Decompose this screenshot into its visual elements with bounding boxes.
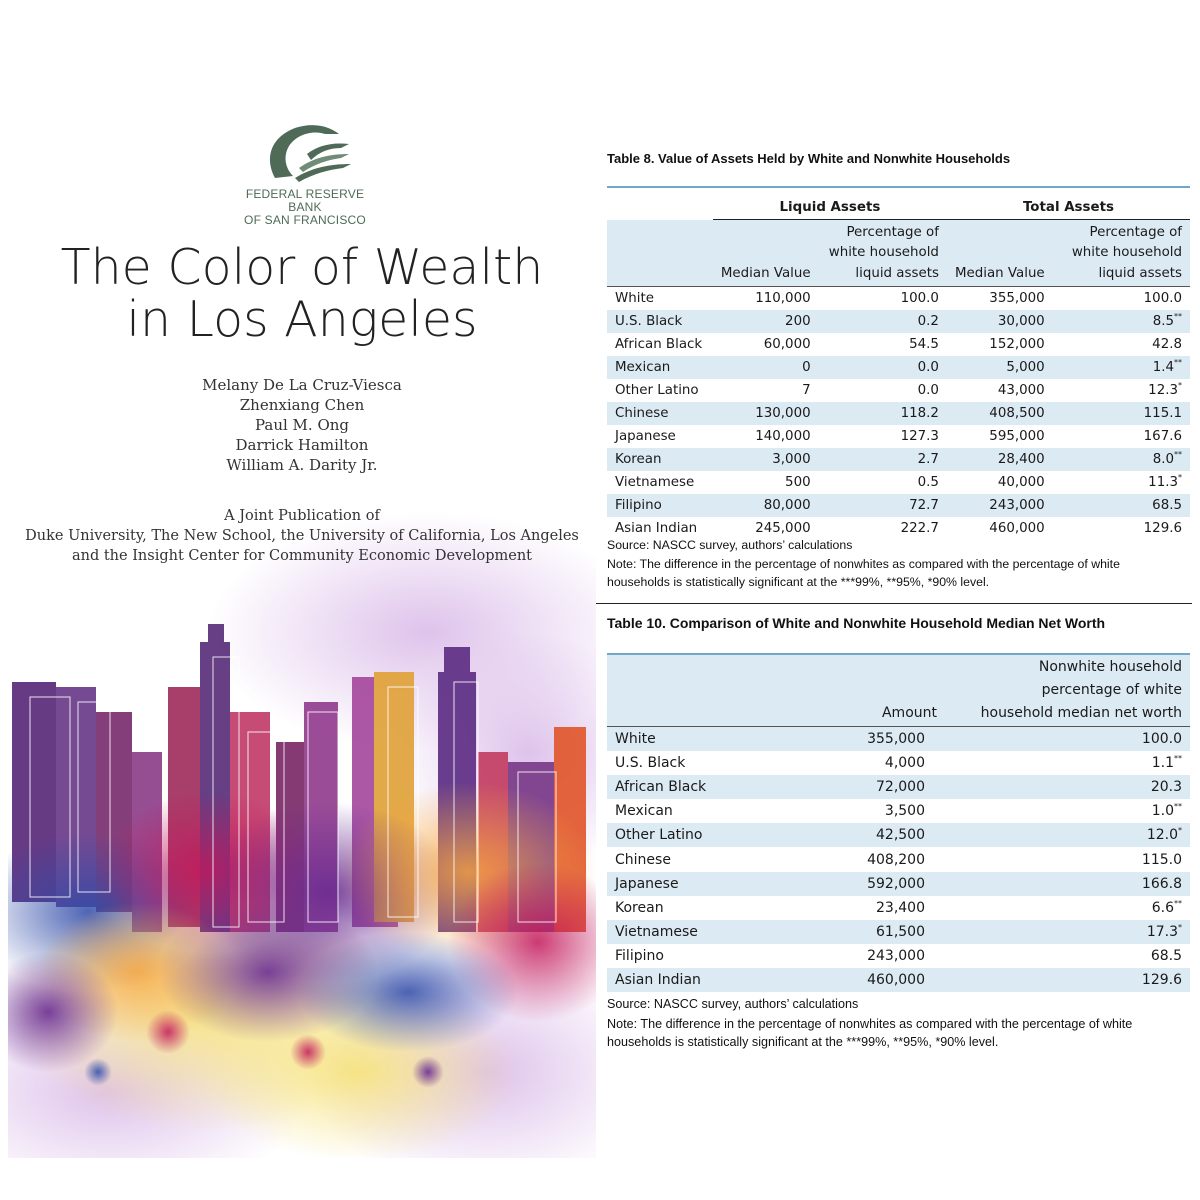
cell-liquid-median: 140,000	[755, 429, 811, 444]
cell-net-worth-pct: 68.5	[1150, 947, 1182, 964]
row-label: Mexican	[615, 803, 673, 820]
cell-total-median: 243,000	[947, 494, 1053, 517]
table8-source: Source: NASCC survey, authors’ calculations	[607, 538, 853, 552]
cell-amount: 23,400	[876, 899, 925, 916]
author-name: Darrick Hamilton	[235, 436, 369, 454]
cell-liquid-median: 110,000	[755, 291, 811, 306]
cell-net-worth-pct: 115.0	[1141, 851, 1182, 868]
table10-note: Note: The difference in the percentage of nonwhites as compared with the percentage of white households is statistically significant at the ***99%, **95%, *90% level.	[607, 1017, 1133, 1049]
cell-total-pct: 115.1	[1053, 402, 1190, 425]
row-label: Vietnamese	[615, 475, 695, 490]
table-row	[607, 872, 1190, 896]
cell-amount: 42,500	[807, 823, 945, 847]
cover-title	[8, 239, 596, 348]
row-label: Filipino	[615, 947, 664, 964]
table-row	[607, 425, 1190, 448]
significance-marker: *	[1178, 381, 1182, 390]
row-label: Other Latino	[615, 383, 699, 398]
table-row	[607, 896, 1190, 920]
cell-total-median: 595,000	[989, 429, 1045, 444]
cell-net-worth-pct: 1.1**	[1151, 754, 1182, 772]
cell-total-median: 355,000	[989, 291, 1045, 306]
cell-liquid-pct: 222.7	[900, 521, 939, 536]
table-row	[607, 356, 1190, 379]
cell-amount: 243,000	[867, 947, 925, 964]
cell-amount: 592,000	[807, 872, 945, 896]
cell-liquid-pct: 118.2	[819, 402, 947, 425]
col-header-liquid-median: Median Value	[713, 220, 819, 287]
table-row	[607, 727, 1190, 752]
author-name: Zhenxiang Chen	[239, 396, 365, 414]
significance-marker: **	[1174, 450, 1182, 459]
significance-marker: **	[1174, 358, 1182, 367]
col-header-total-pct: Percentage of white household liquid assets	[1053, 220, 1190, 287]
table-row	[607, 471, 1190, 494]
cell-total-pct: 167.6	[1143, 429, 1182, 444]
cell-total-median: 152,000	[989, 337, 1045, 352]
cell-amount: 4,000	[884, 755, 925, 772]
table10	[607, 653, 1190, 992]
cell-net-worth-pct: 12.0*	[945, 823, 1190, 847]
section-divider	[596, 603, 1192, 604]
table-row	[607, 751, 1190, 775]
significance-marker: **	[1174, 754, 1182, 764]
cell-liquid-median: 80,000	[713, 494, 819, 517]
cell-liquid-median: 3,000	[713, 448, 819, 471]
author-name: Melany De La Cruz-Viesca	[202, 376, 402, 394]
table-row	[607, 402, 1190, 425]
cell-amount: 355,000	[807, 727, 945, 752]
significance-marker: **	[1174, 312, 1182, 321]
cell-amount: 3,500	[884, 803, 925, 820]
cell-liquid-median: 245,000	[755, 521, 811, 536]
significance-marker: *	[1178, 826, 1182, 836]
publication-line: and the Insight Center for Community Economic Development	[71, 548, 533, 564]
cell-total-pct: 42.8	[1152, 337, 1182, 352]
cell-total-median: 460,000	[989, 521, 1045, 536]
cell-total-pct: 11.3*	[1148, 473, 1182, 490]
cell-liquid-median: 7	[802, 383, 811, 398]
cell-net-worth-pct: 129.6	[945, 968, 1190, 992]
table-row	[607, 775, 1190, 799]
cell-total-median: 5,000	[947, 356, 1053, 379]
row-label: U.S. Black	[607, 310, 713, 333]
cell-amount: 61,500	[807, 920, 945, 944]
cell-liquid-median: 500	[785, 475, 811, 490]
table8	[607, 186, 1190, 540]
row-label: African Black	[607, 775, 807, 799]
publication-line: Duke University, The New School, the University of California, Los Angeles	[25, 528, 579, 544]
cell-amount: 460,000	[807, 968, 945, 992]
row-label: Other Latino	[607, 823, 807, 847]
table-row	[607, 823, 1190, 847]
table-row	[607, 379, 1190, 402]
row-label: Asian Indian	[607, 968, 807, 992]
cell-total-median: 408,500	[947, 402, 1053, 425]
row-label: Japanese	[607, 872, 807, 896]
table-row	[607, 920, 1190, 944]
cell-liquid-pct: 0.0	[819, 356, 947, 379]
table-row	[607, 287, 1190, 311]
cell-total-median: 30,000	[947, 310, 1053, 333]
row-label: Chinese	[615, 851, 671, 868]
group-header-liquid-assets: Liquid Assets	[713, 187, 947, 220]
cell-liquid-median: 60,000	[763, 337, 811, 352]
cover-title-line: The Color of Wealth	[60, 239, 544, 296]
logo-text-line2: OF SAN FRANCISCO	[244, 213, 366, 227]
row-label: U.S. Black	[615, 755, 686, 772]
author-list	[8, 375, 596, 475]
row-label: Korean	[607, 448, 713, 471]
cell-total-pct: 100.0	[1143, 291, 1182, 306]
cell-total-pct: 12.3*	[1148, 381, 1182, 398]
row-label: Mexican	[607, 356, 713, 379]
cell-amount: 72,000	[807, 775, 945, 799]
cell-total-median: 40,000	[997, 475, 1045, 490]
col-header-liquid-pct: Percentage of white household liquid assets	[819, 220, 947, 287]
author-name: Paul M. Ong	[254, 416, 350, 434]
cell-net-worth-pct: 166.8	[945, 872, 1190, 896]
table-row	[607, 494, 1190, 517]
cell-liquid-pct: 0.5	[917, 475, 939, 490]
cell-net-worth-pct: 6.6**	[1151, 898, 1182, 916]
cell-liquid-pct: 54.5	[909, 337, 939, 352]
publication-credit	[8, 506, 596, 566]
cell-net-worth-pct: 100.0	[945, 727, 1190, 752]
col-header-net-worth-pct: Nonwhite household percentage of white household median net worth	[945, 654, 1190, 727]
frbsf-logo	[230, 120, 380, 227]
table-row	[607, 799, 1190, 823]
table-row	[607, 333, 1190, 356]
row-label: Vietnamese	[607, 920, 807, 944]
table8-note: Note: The difference in the percentage of nonwhites as compared with the percentage of white households is statistically significant at the ***99%, **95%, *90% level.	[607, 557, 1120, 589]
cell-liquid-pct: 100.0	[900, 291, 939, 306]
row-label: Japanese	[615, 429, 676, 444]
cell-total-pct: 1.4**	[1053, 356, 1190, 379]
cell-liquid-median: 200	[713, 310, 819, 333]
author-name: William A. Darity Jr.	[226, 456, 378, 474]
cell-liquid-median: 0	[713, 356, 819, 379]
row-label: Asian Indian	[615, 521, 698, 536]
significance-marker: **	[1174, 898, 1182, 908]
cell-net-worth-pct: 17.3*	[945, 920, 1190, 944]
eagle-logo-icon	[255, 120, 355, 188]
logo-text-line1: FEDERAL RESERVE BANK	[245, 187, 365, 214]
cell-liquid-pct: 0.0	[917, 383, 939, 398]
cell-total-median: 28,400	[947, 448, 1053, 471]
cover-title-line: in Los Angeles	[126, 291, 478, 348]
cell-amount: 408,200	[867, 851, 925, 868]
cell-liquid-pct: 72.7	[819, 494, 947, 517]
cell-liquid-pct: 0.2	[819, 310, 947, 333]
row-label: White	[615, 291, 654, 306]
row-label: Korean	[615, 899, 664, 916]
table-row	[607, 968, 1190, 992]
col-header-total-median: Median Value	[947, 220, 1053, 287]
cell-total-pct: 129.6	[1143, 521, 1182, 536]
cell-total-pct: 68.5	[1053, 494, 1190, 517]
report-cover	[8, 112, 596, 1158]
table-row	[607, 944, 1190, 968]
row-label: African Black	[615, 337, 703, 352]
table-row	[607, 847, 1190, 871]
table8-title: Table 8. Value of Assets Held by White and Nonwhite Households	[607, 151, 1011, 166]
cell-total-pct: 8.0**	[1053, 448, 1190, 471]
table10-title: Table 10. Comparison of White and Nonwhite Household Median Net Worth	[607, 615, 1106, 631]
row-label: Chinese	[607, 402, 713, 425]
col-header-amount: Amount	[807, 654, 945, 727]
significance-marker: *	[1178, 473, 1182, 482]
publication-line: A Joint Publication of	[224, 508, 380, 524]
table-row	[607, 448, 1190, 471]
significance-marker: **	[1174, 802, 1182, 812]
table-row	[607, 310, 1190, 333]
cell-liquid-median: 130,000	[713, 402, 819, 425]
cell-total-pct: 8.5**	[1053, 310, 1190, 333]
significance-marker: *	[1178, 922, 1182, 932]
cell-net-worth-pct: 1.0**	[1151, 802, 1182, 820]
cell-liquid-pct: 2.7	[819, 448, 947, 471]
cell-net-worth-pct: 20.3	[945, 775, 1190, 799]
cell-liquid-pct: 127.3	[900, 429, 939, 444]
group-header-total-assets: Total Assets	[947, 187, 1190, 220]
row-label: Filipino	[607, 494, 713, 517]
row-label: White	[607, 727, 807, 752]
cell-total-median: 43,000	[997, 383, 1045, 398]
table10-source: Source: NASCC survey, authors’ calculations	[607, 997, 859, 1011]
